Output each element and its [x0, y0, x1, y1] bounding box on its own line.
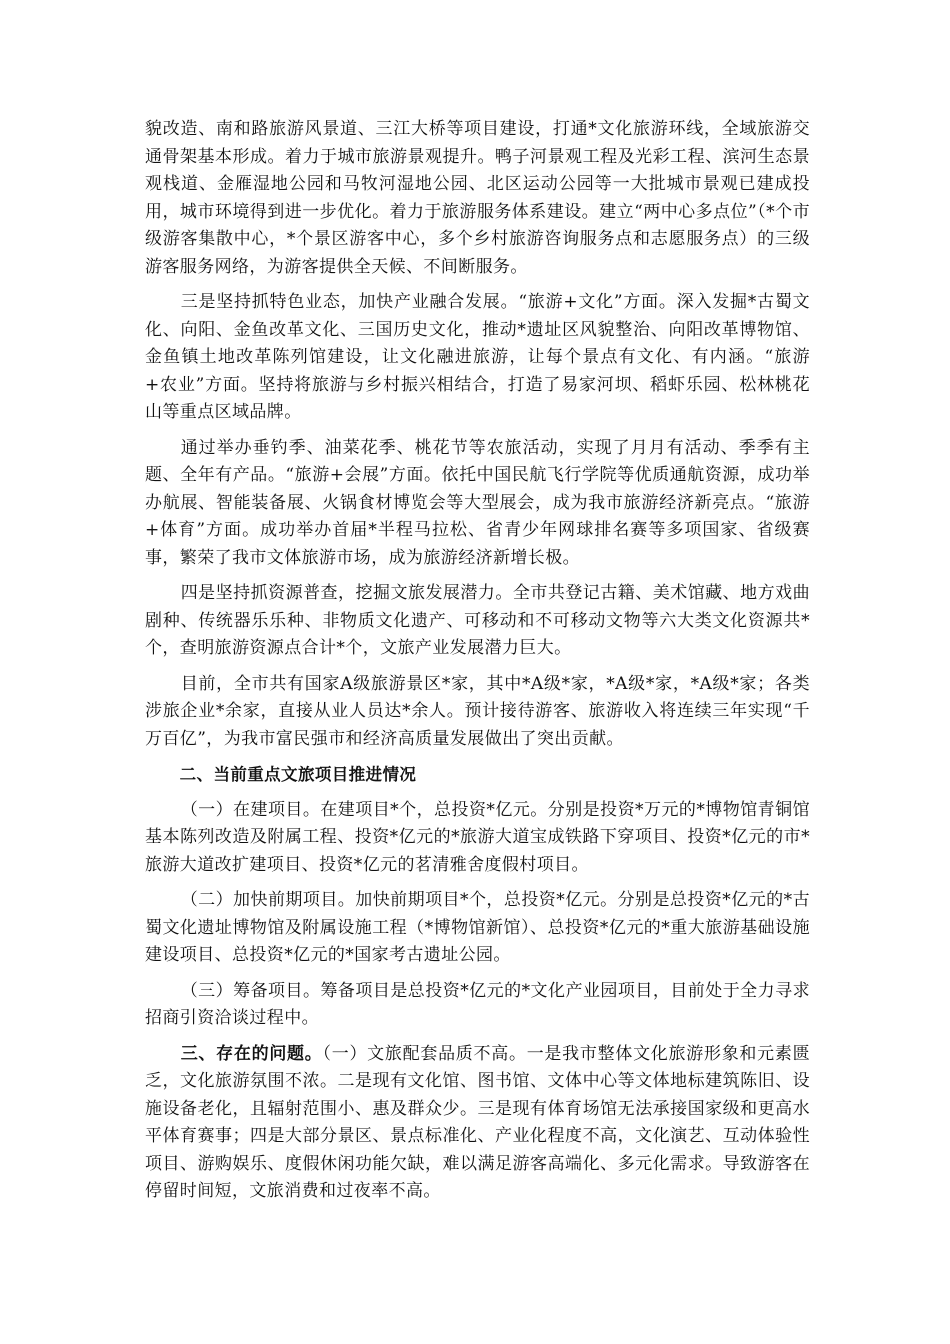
problems-text: （一）文旅配套品质不高。一是我市整体文化旅游形象和元素匮乏，文化旅游氛围不浓。二是现有文化馆、图书馆、文体中心等文体地标建筑陈旧、设施设备老化，且辐射范围小、惠及群众少。三是现有体育场馆无法承接国家级和更高水平体育赛事；四是大部分景区、景点标准化、产业化程度不高，文化演艺、互动体验性项目、游购娱乐、度假休闲功能欠缺，难以满足游客高端化、多元化需求。导致游客在停留时间短，文旅消费和过夜率不高。 [145, 1043, 810, 1201]
document-body [145, 116, 810, 1214]
paragraph-events-and-exhibitions: 通过举办垂钓季、油菜花季、桃花节等农旅活动，实现了月月有活动、季季有主题、全年有产品。“旅游+会展”方面。依托中国民航飞行学院等优质通航资源，成功举办航展、智能装备展、火锅食材博览会等大型展会，成为我市旅游经济新亮点。“旅游+体育”方面。成功举办首届*半程马拉松、省青少年网球排名赛等多项国家、省级赛事，繁荣了我市文体旅游市场，成为旅游经济新增长极。 [145, 437, 810, 568]
section-heading-key-projects: 二、当前重点文旅项目推进情况 [179, 765, 417, 784]
paragraph-current-status: 目前，全市共有国家A级旅游景区*家，其中*A级*家，*A级*家，*A级*家；各类涉旅企业*余家，直接从业人员达*余人。预计接待游客、旅游收入将连续三年实现“千万百亿”，为我市富民强市和经济高质量发展做出了突出贡献。 [145, 673, 810, 749]
paragraph-planned-projects: （三）筹备项目。筹备项目是总投资*亿元的*文化产业园项目，目前处于全力寻求招商引资洽谈过程中。 [145, 980, 810, 1028]
paragraph-industry-integration: 三是坚持抓特色业态，加快产业融合发展。“旅游+文化”方面。深入发掘*古蜀文化、向阳、金鱼改革文化、三国历史文化，推动*遗址区风貌整治、向阳改革博物馆、金鱼镇土地改革陈列馆建设，让文化融进旅游，让每个景点有文化、有内涵。“旅游+农业”方面。坚持将旅游与乡村振兴相结合，打造了易家河坝、稻虾乐园、松林桃花山等重点区域品牌。 [145, 292, 810, 422]
paragraph-tourism-infrastructure: 貌改造、南和路旅游风景道、三江大桥等项目建设，打通*文化旅游环线，全域旅游交通骨架基本形成。着力于城市旅游景观提升。鸭子河景观工程及光彩工程、滨河生态景观栈道、金雁湿地公园和马牧河湿地公园、北区运动公园等一大批城市景观已建成投用，城市环境得到进一步优化。着力于旅游服务体系建设。建立“两中心多点位”（*个市级游客集散中心，*个景区游客中心，多个乡村旅游咨询服务点和志愿服务点）的三级游客服务网络，为游客提供全天候、不间断服务。 [145, 119, 810, 277]
paragraph-resource-survey: 四是坚持抓资源普查，挖掘文旅发展潜力。全市共登记古籍、美术馆藏、地方戏曲剧种、传统器乐乐种、非物质文化遗产、可移动和不可移动文物等六大类文化资源共*个，查明旅游资源点合计*个，文旅产业发展潜力巨大。 [145, 583, 810, 658]
paragraph-existing-problems [145, 1041, 810, 1206]
paragraph-preliminary-projects: （二）加快前期项目。加快前期项目*个，总投资*亿元。分别是总投资*亿元的*古蜀文化遗址博物馆及附属设施工程（*博物馆新馆）、总投资*亿元的*重大旅游基础设施建设项目、总投资*亿元的*国家考古遗址公园。 [145, 890, 810, 965]
paragraph-projects-under-construction: （一）在建项目。在建项目*个，总投资*亿元。分别是投资*万元的*博物馆青铜馆基本陈列改造及附属工程、投资*亿元的*旅游大道宝成铁路下穿项目、投资*亿元的市*旅游大道改扩建项目、投资*亿元的茗清雅舍度假村项目。 [145, 799, 810, 875]
section-heading-problems: 三、存在的问题。 [180, 1043, 323, 1064]
